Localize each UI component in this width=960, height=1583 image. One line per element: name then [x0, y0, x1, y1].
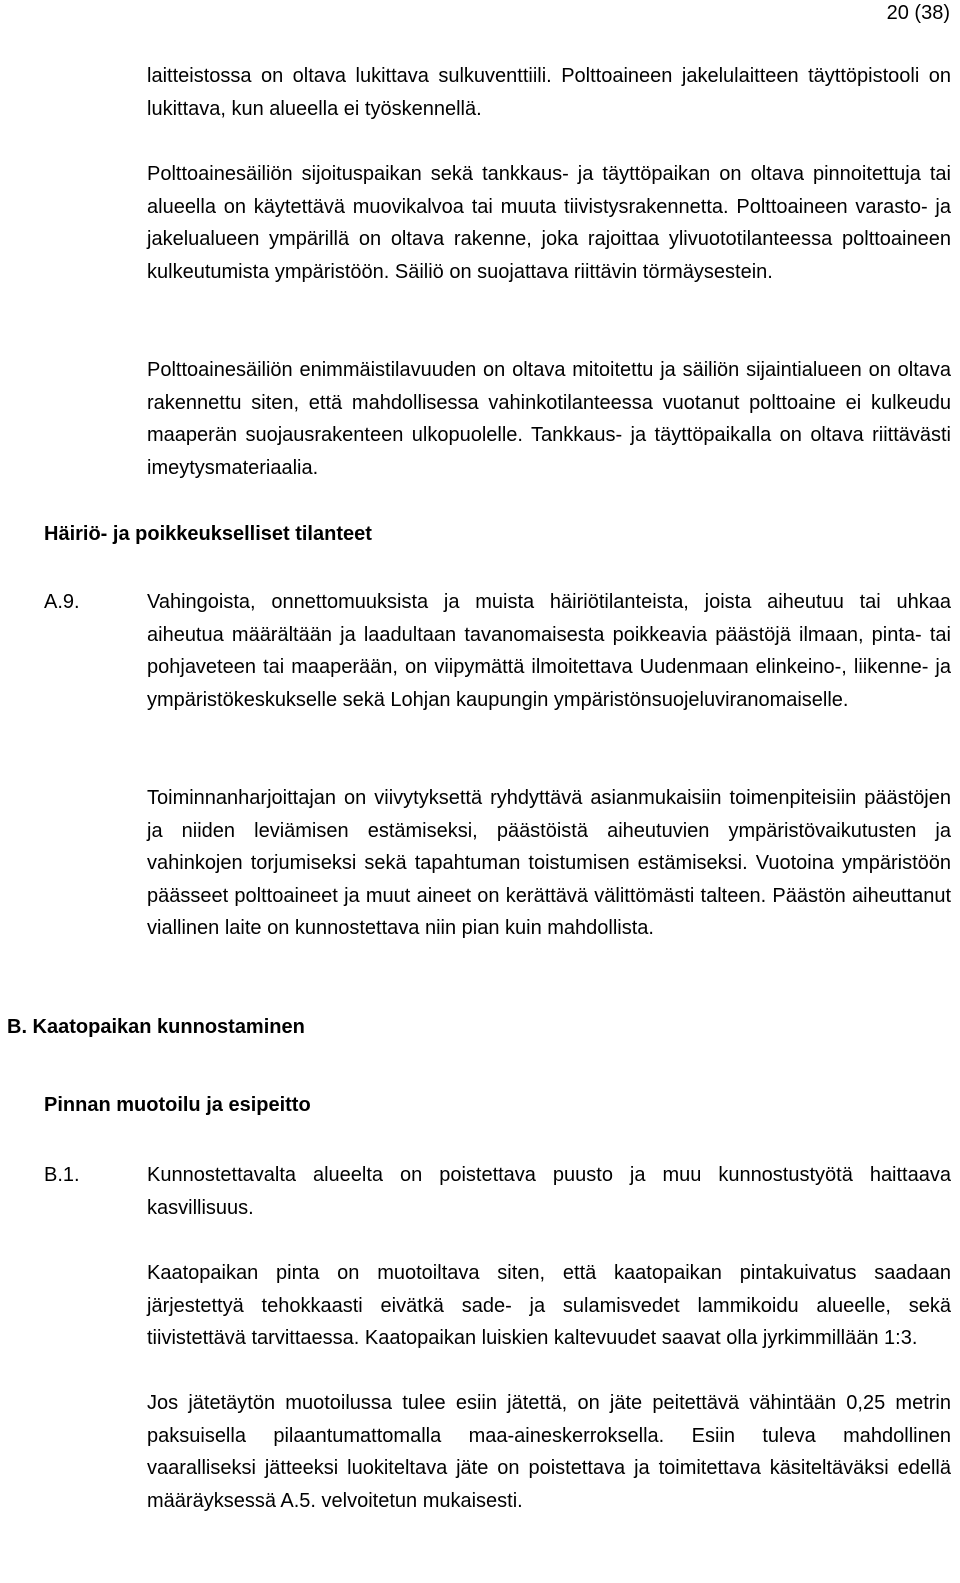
- paragraph-fuel-tank-location: Polttoainesäiliön sijoituspaikan sekä tankkaus- ja täyttöpaikan on oltava pinnoitettuja tai alueella on käytettävä muovikalvoa tai muuta tiivistysrakennetta. Polttoaineen varasto- ja jakelualueen ympärillä on oltava rakenne, joka rajoittaa ylivuototilanteessa polttoaineen kulkeutumista ympäristöön. Säiliö on suojattava riittävin törmäysestein.: [147, 163, 951, 283]
- paragraph-fuel-valve: laitteistossa on oltava lukittava sulkuventtiili. Polttoaineen jakelulaitteen täyttöpistooli on lukittava, kun alueella ei työskennellä.: [147, 65, 951, 120]
- paragraph-b1-waste-cover: Jos jätetäytön muotoilussa tulee esiin jätettä, on jäte peitettävä vähintään 0,25 metrin paksuisella pilaantumattomalla maa-aineskerroksella. Esiin tuleva mahdollinen vaaralliseksi jätteeksi luokiteltava jäte on poistettava ja toimitettava käsiteltäväksi edellä määräyksessä A.5. velvoitetun mukaisesti.: [147, 1392, 951, 1512]
- heading-surface-shaping: Pinnan muotoilu ja esipeitto: [44, 1094, 311, 1116]
- page-number: 20 (38): [886, 2, 950, 24]
- paragraph-fuel-tank-capacity: Polttoainesäiliön enimmäistilavuuden on oltava mitoitettu ja säiliön sijaintialueen on oltava rakennettu siten, että mahdollisessa vahinkotilanteessa vuotanut polttoaine ei kulkeudu maaperän suojausrakenteen ulkopuolelle. Tankkaus- ja täyttöpaikalla on oltava riittävästi imeytysmateriaalia.: [147, 359, 951, 479]
- item-number-b1: B.1.: [44, 1164, 80, 1186]
- paragraph-b1-vegetation: Kunnostettavalta alueelta on poistettava puusto ja muu kunnostustyötä haittaava kasvillisuus.: [147, 1164, 951, 1219]
- paragraph-a9-measures: Toiminnanharjoittajan on viivytyksettä ryhdyttävä asianmukaisiin toimenpiteisiin päästöjen ja niiden leviämisen estämiseksi, päästöistä aiheutuvien ympäristövaikutusten ja vahinkojen torjumiseksi sekä tapahtuman toistumisen estämiseksi. Vuotoina ympäristöön päässeet polttoaineet ja muut aineet on kerättävä välittömästi talteen. Päästön aiheuttanut viallinen laite on kunnostettava niin pian kuin mahdollista.: [147, 787, 951, 939]
- heading-disturbances: Häiriö- ja poikkeukselliset tilanteet: [44, 523, 372, 545]
- item-number-a9: A.9.: [44, 591, 80, 613]
- paragraph-b1-surface-drainage: Kaatopaikan pinta on muotoiltava siten, että kaatopaikan pintakuivatus saadaan järjestettyä tehokkaasti eivätkä sade- ja sulamisvedet lammikoidu alueelle, sekä tiivistettävä tarvittaessa. Kaatopaikan luiskien kaltevuudet saavat olla jyrkimmillään 1:3.: [147, 1262, 951, 1349]
- paragraph-a9-notification: Vahingoista, onnettomuuksista ja muista häiriötilanteista, joista aiheutuu tai uhkaa aiheutua määrältään ja laadultaan tavanomaisesta poikkeavia päästöjä ilmaan, pinta- tai pohjaveteen tai maaperään, on viipymättä ilmoitettava Uudenmaan elinkeino-, liikenne- ja ympäristökeskukselle sekä Lohjan kaupungin ympäristönsuojeluviranomaiselle.: [147, 591, 951, 711]
- heading-landfill-restoration: B. Kaatopaikan kunnostaminen: [7, 1016, 305, 1038]
